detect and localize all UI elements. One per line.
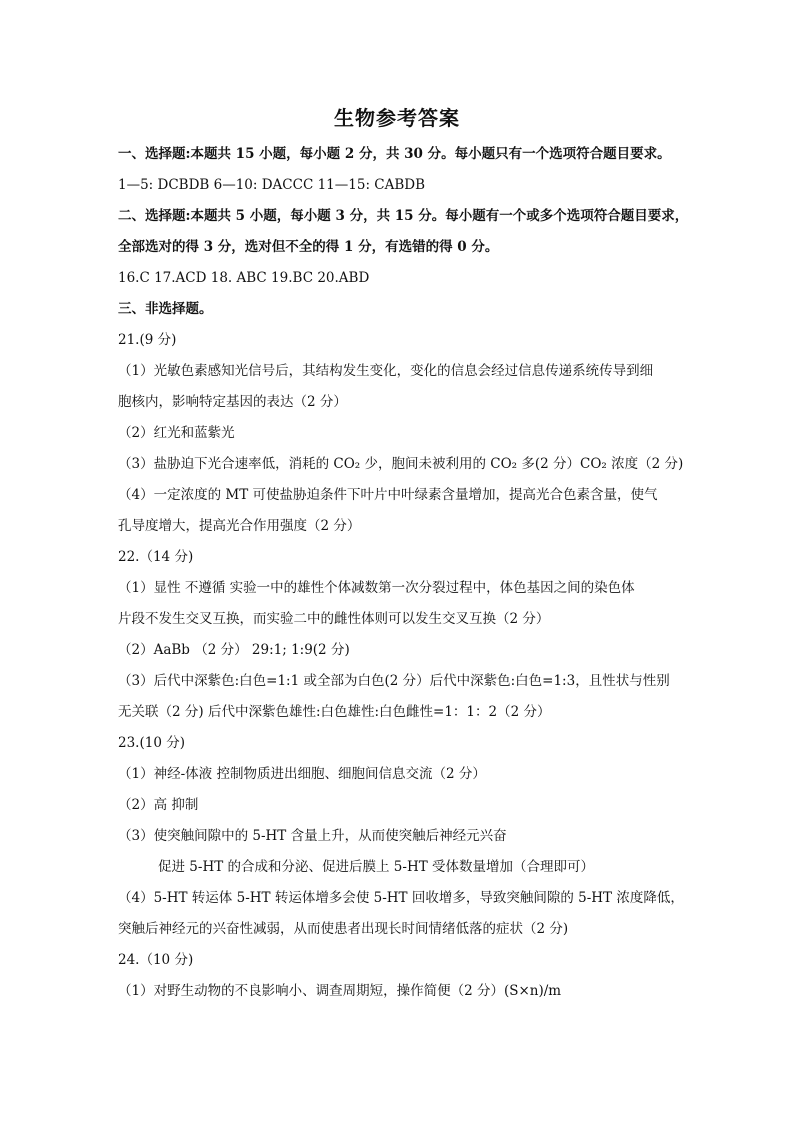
answer-line: （1）神经-体液 控制物质进出细胞、细胞间信息交流（2 分） (118, 766, 486, 782)
question-21-header: 21.(9 分) (118, 332, 177, 348)
answer-line: （1）光敏色素感知光信号后，其结构发生变化，变化的信息会经过信息传递系统传导到细 (118, 363, 654, 379)
answer-line: （1）显性 不遵循 实验一中的雄性个体减数第一次分裂过程中，体色基因之间的染色体 (118, 580, 635, 596)
answer-line: 胞核内，影响特定基因的表达（2 分） (118, 394, 347, 410)
answer-line: （4）5-HT 转运体 5-HT 转运体增多会使 5-HT 回收增多，导致突触间隙的 5-HT 浓度降低， (118, 890, 684, 906)
section-2-heading-cont: 全部选对的得 3 分，选对但不全的得 1 分，有选错的得 0 分。 (118, 239, 499, 255)
answer-line: 突触后神经元的兴奋性减弱，从而使患者出现长时间情绪低落的症状（2 分) (118, 921, 569, 937)
answer-line: （2）AaBb （2 分） 29:1; 1:9(2 分) (118, 642, 350, 658)
answer-line: 片段不发生交叉互换，而实验二中的雌性体则可以发生交叉互换（2 分） (118, 611, 550, 627)
answer-line: （2）高 抑制 (118, 797, 199, 813)
section-1-heading: 一、选择题:本题共 15 小题，每小题 2 分，共 30 分。每小题只有一个选项符合题目要求。 (118, 146, 671, 162)
mc-answers-2: 16.C 17.ACD 18. ABC 19.BC 20.ABD (118, 270, 370, 286)
answer-line: （3）盐胁迫下光合速率低，消耗的 CO₂ 少，胞间未被利用的 CO₂ 多(2 分）CO₂ 浓度（2 分) (118, 456, 684, 472)
answer-line: （2）红光和蓝紫光 (118, 425, 235, 441)
answer-line: （1）对野生动物的不良影响小、调查周期短，操作简便（2 分）(S×n)/m (118, 983, 562, 999)
answer-line: （4）一定浓度的 MT 可使盐胁迫条件下叶片中叶绿素含量增加，提高光合色素含量，使气 (118, 487, 658, 503)
mc-answers-1: 1—5: DCBDB 6—10: DACCC 11—15: CABDB (118, 177, 426, 193)
section-3-heading: 三、非选择题。 (118, 301, 213, 317)
answer-line: 无关联（2 分) 后代中深紫色雄性:白色雄性:白色雌性=1：1：2（2 分） (118, 704, 551, 720)
answer-line: （3）使突触间隙中的 5-HT 含量上升，从而使突触后神经元兴奋 (118, 828, 507, 844)
section-2-heading: 二、选择题:本题共 5 小题，每小题 3 分，共 15 分。每小题有一个或多个选项符合题目要求， (118, 208, 689, 224)
question-23-header: 23.(10 分) (118, 735, 185, 751)
page-title: 生物参考答案 (334, 106, 460, 130)
question-24-header: 24.（10 分) (118, 952, 194, 968)
answer-line-indented: 促进 5-HT 的合成和分泌、促进后膜上 5-HT 受体数量增加（合理即可） (158, 859, 595, 875)
answer-line: （3）后代中深紫色:白色=1:1 或全部为白色(2 分）后代中深紫色:白色=1:3，且性状与性别 (118, 673, 670, 689)
question-22-header: 22.（14 分) (118, 549, 194, 565)
answer-line: 孔导度增大，提高光合作用强度（2 分） (118, 518, 361, 534)
